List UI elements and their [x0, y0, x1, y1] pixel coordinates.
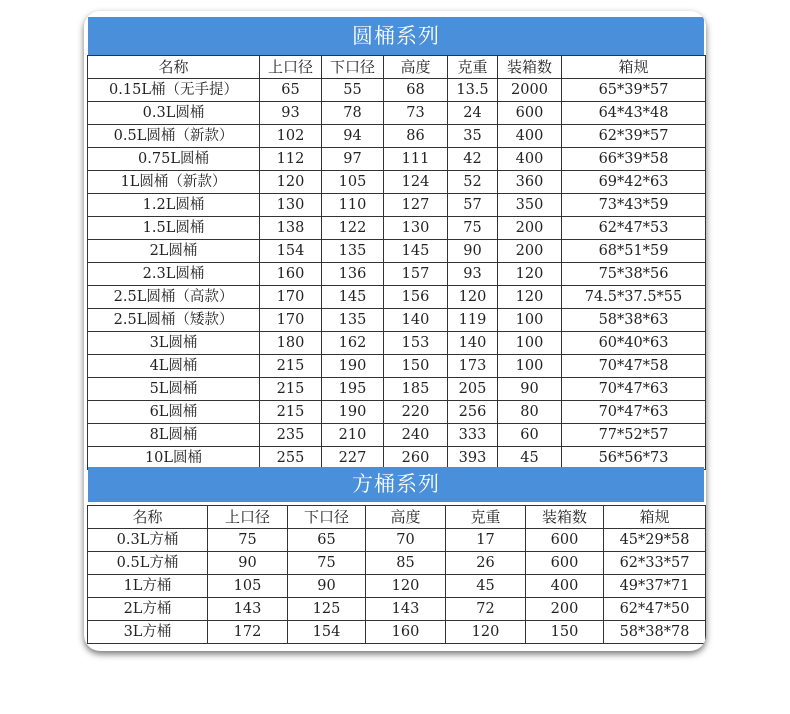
table-cell: 111 — [384, 148, 448, 171]
product-name-cell: 0.15L桶（无手提） — [88, 79, 260, 102]
table-cell: 93 — [448, 263, 498, 286]
table-cell: 86 — [384, 125, 448, 148]
table-cell: 73 — [384, 102, 448, 125]
column-header: 箱规 — [604, 506, 706, 529]
table-cell: 195 — [322, 378, 384, 401]
table-row — [88, 401, 706, 424]
table-cell: 170 — [260, 286, 322, 309]
product-name-cell: 3L圆桶 — [88, 332, 260, 355]
table-cell: 105 — [208, 575, 288, 598]
table-cell: 220 — [384, 401, 448, 424]
table-cell: 62*33*57 — [604, 552, 706, 575]
table-cell: 227 — [322, 447, 384, 470]
table-cell: 64*43*48 — [562, 102, 706, 125]
product-name-cell: 10L圆桶 — [88, 447, 260, 470]
round-series-title: 圆桶系列 — [88, 17, 704, 55]
table-cell: 185 — [384, 378, 448, 401]
table-cell: 350 — [498, 194, 562, 217]
product-name-cell: 2L圆桶 — [88, 240, 260, 263]
table-cell: 49*37*71 — [604, 575, 706, 598]
table-header-row — [88, 56, 706, 79]
table-cell: 600 — [498, 102, 562, 125]
table-cell: 190 — [322, 355, 384, 378]
product-name-cell: 0.75L圆桶 — [88, 148, 260, 171]
table-cell: 66*39*58 — [562, 148, 706, 171]
table-cell: 74.5*37.5*55 — [562, 286, 706, 309]
table-cell: 105 — [322, 171, 384, 194]
table-cell: 70 — [366, 529, 446, 552]
table-cell: 75 — [208, 529, 288, 552]
product-name-cell: 2.5L圆桶（矮款） — [88, 309, 260, 332]
table-cell: 100 — [498, 332, 562, 355]
table-cell: 120 — [498, 263, 562, 286]
table-cell: 138 — [260, 217, 322, 240]
table-cell: 65 — [288, 529, 366, 552]
table-cell: 162 — [322, 332, 384, 355]
table-cell: 35 — [448, 125, 498, 148]
table-cell: 73*43*59 — [562, 194, 706, 217]
table-row — [88, 529, 706, 552]
table-row — [88, 286, 706, 309]
table-cell: 190 — [322, 401, 384, 424]
table-cell: 154 — [288, 621, 366, 644]
table-cell: 360 — [498, 171, 562, 194]
column-header: 克重 — [446, 506, 526, 529]
table-cell: 157 — [384, 263, 448, 286]
table-cell: 235 — [260, 424, 322, 447]
table-cell: 143 — [208, 598, 288, 621]
table-cell: 52 — [448, 171, 498, 194]
table-cell: 60*40*63 — [562, 332, 706, 355]
table-cell: 110 — [322, 194, 384, 217]
table-cell: 75*38*56 — [562, 263, 706, 286]
column-header: 名称 — [88, 56, 260, 79]
table-cell: 170 — [260, 309, 322, 332]
table-row — [88, 309, 706, 332]
table-cell: 60 — [498, 424, 562, 447]
table-cell: 122 — [322, 217, 384, 240]
table-cell: 58*38*63 — [562, 309, 706, 332]
column-header: 下口径 — [288, 506, 366, 529]
table-cell: 119 — [448, 309, 498, 332]
table-row — [88, 194, 706, 217]
table-cell: 75 — [448, 217, 498, 240]
table-cell: 333 — [448, 424, 498, 447]
table-cell: 70*47*58 — [562, 355, 706, 378]
table-cell: 400 — [526, 575, 604, 598]
product-name-cell: 1.2L圆桶 — [88, 194, 260, 217]
table-row — [88, 552, 706, 575]
table-row — [88, 171, 706, 194]
table-cell: 210 — [322, 424, 384, 447]
table-cell: 120 — [498, 286, 562, 309]
product-name-cell: 3L方桶 — [88, 621, 208, 644]
table-cell: 215 — [260, 401, 322, 424]
table-cell: 215 — [260, 378, 322, 401]
table-cell: 240 — [384, 424, 448, 447]
table-cell: 153 — [384, 332, 448, 355]
table-cell: 69*42*63 — [562, 171, 706, 194]
table-cell: 100 — [498, 309, 562, 332]
table-cell: 200 — [498, 217, 562, 240]
table-cell: 13.5 — [448, 79, 498, 102]
table-cell: 120 — [260, 171, 322, 194]
table-cell: 56*56*73 — [562, 447, 706, 470]
table-row — [88, 240, 706, 263]
table-cell: 145 — [384, 240, 448, 263]
table-cell: 124 — [384, 171, 448, 194]
table-cell: 90 — [208, 552, 288, 575]
table-cell: 400 — [498, 148, 562, 171]
table-cell: 26 — [446, 552, 526, 575]
table-cell: 120 — [366, 575, 446, 598]
table-cell: 112 — [260, 148, 322, 171]
product-name-cell: 2.3L圆桶 — [88, 263, 260, 286]
column-header: 装箱数 — [526, 506, 604, 529]
table-cell: 145 — [322, 286, 384, 309]
product-name-cell: 4L圆桶 — [88, 355, 260, 378]
product-name-cell: 0.5L方桶 — [88, 552, 208, 575]
table-cell: 97 — [322, 148, 384, 171]
table-cell: 45 — [498, 447, 562, 470]
column-header: 箱规 — [562, 56, 706, 79]
column-header: 上口径 — [260, 56, 322, 79]
table-cell: 72 — [446, 598, 526, 621]
table-cell: 90 — [288, 575, 366, 598]
table-cell: 68 — [384, 79, 448, 102]
product-name-cell: 0.3L圆桶 — [88, 102, 260, 125]
table-cell: 600 — [526, 552, 604, 575]
table-row — [88, 263, 706, 286]
product-name-cell: 0.5L圆桶（新款） — [88, 125, 260, 148]
table-cell: 62*47*53 — [562, 217, 706, 240]
table-cell: 260 — [384, 447, 448, 470]
table-cell: 140 — [448, 332, 498, 355]
square-series-title: 方桶系列 — [88, 467, 704, 502]
table-cell: 255 — [260, 447, 322, 470]
table-cell: 62*39*57 — [562, 125, 706, 148]
table-cell: 256 — [448, 401, 498, 424]
table-row — [88, 125, 706, 148]
column-header: 高度 — [384, 56, 448, 79]
table-cell: 205 — [448, 378, 498, 401]
table-cell: 77*52*57 — [562, 424, 706, 447]
table-cell: 120 — [446, 621, 526, 644]
table-cell: 200 — [526, 598, 604, 621]
table-row — [88, 621, 706, 644]
table-cell: 90 — [498, 378, 562, 401]
table-cell: 130 — [384, 217, 448, 240]
table-cell: 90 — [448, 240, 498, 263]
table-cell: 150 — [526, 621, 604, 644]
table-cell: 156 — [384, 286, 448, 309]
table-cell: 135 — [322, 309, 384, 332]
round-series-table — [87, 55, 706, 470]
table-row — [88, 79, 706, 102]
table-cell: 154 — [260, 240, 322, 263]
table-cell: 172 — [208, 621, 288, 644]
table-cell: 24 — [448, 102, 498, 125]
product-name-cell: 2.5L圆桶（高款） — [88, 286, 260, 309]
column-header: 克重 — [448, 56, 498, 79]
square-series-table — [87, 505, 706, 644]
column-header: 高度 — [366, 506, 446, 529]
table-row — [88, 424, 706, 447]
table-cell: 65*39*57 — [562, 79, 706, 102]
table-cell: 68*51*59 — [562, 240, 706, 263]
column-header: 名称 — [88, 506, 208, 529]
table-cell: 70*47*63 — [562, 401, 706, 424]
table-cell: 120 — [448, 286, 498, 309]
table-cell: 100 — [498, 355, 562, 378]
table-cell: 2000 — [498, 79, 562, 102]
table-row — [88, 575, 706, 598]
table-cell: 93 — [260, 102, 322, 125]
column-header: 下口径 — [322, 56, 384, 79]
spec-card — [84, 11, 706, 651]
table-cell: 127 — [384, 194, 448, 217]
table-cell: 42 — [448, 148, 498, 171]
product-name-cell: 2L方桶 — [88, 598, 208, 621]
table-row — [88, 148, 706, 171]
table-cell: 180 — [260, 332, 322, 355]
table-cell: 102 — [260, 125, 322, 148]
column-header: 装箱数 — [498, 56, 562, 79]
table-cell: 150 — [384, 355, 448, 378]
table-cell: 17 — [446, 529, 526, 552]
table-cell: 94 — [322, 125, 384, 148]
table-cell: 58*38*78 — [604, 621, 706, 644]
table-cell: 130 — [260, 194, 322, 217]
table-cell: 65 — [260, 79, 322, 102]
column-header: 上口径 — [208, 506, 288, 529]
table-cell: 80 — [498, 401, 562, 424]
table-cell: 215 — [260, 355, 322, 378]
table-cell: 62*47*50 — [604, 598, 706, 621]
table-row — [88, 598, 706, 621]
product-name-cell: 0.3L方桶 — [88, 529, 208, 552]
product-name-cell: 1.5L圆桶 — [88, 217, 260, 240]
table-cell: 70*47*63 — [562, 378, 706, 401]
table-row — [88, 102, 706, 125]
table-row — [88, 332, 706, 355]
table-cell: 78 — [322, 102, 384, 125]
table-cell: 136 — [322, 263, 384, 286]
table-cell: 160 — [260, 263, 322, 286]
table-cell: 125 — [288, 598, 366, 621]
product-name-cell: 6L圆桶 — [88, 401, 260, 424]
table-cell: 57 — [448, 194, 498, 217]
table-cell: 75 — [288, 552, 366, 575]
table-cell: 143 — [366, 598, 446, 621]
table-cell: 173 — [448, 355, 498, 378]
table-cell: 85 — [366, 552, 446, 575]
table-row — [88, 217, 706, 240]
product-name-cell: 8L圆桶 — [88, 424, 260, 447]
product-name-cell: 5L圆桶 — [88, 378, 260, 401]
table-cell: 55 — [322, 79, 384, 102]
table-row — [88, 378, 706, 401]
table-cell: 135 — [322, 240, 384, 263]
product-name-cell: 1L方桶 — [88, 575, 208, 598]
table-cell: 600 — [526, 529, 604, 552]
table-cell: 400 — [498, 125, 562, 148]
table-row — [88, 355, 706, 378]
table-cell: 160 — [366, 621, 446, 644]
table-cell: 393 — [448, 447, 498, 470]
table-cell: 45 — [446, 575, 526, 598]
table-header-row — [88, 506, 706, 529]
table-cell: 140 — [384, 309, 448, 332]
product-name-cell: 1L圆桶（新款） — [88, 171, 260, 194]
table-cell: 200 — [498, 240, 562, 263]
table-cell: 45*29*58 — [604, 529, 706, 552]
